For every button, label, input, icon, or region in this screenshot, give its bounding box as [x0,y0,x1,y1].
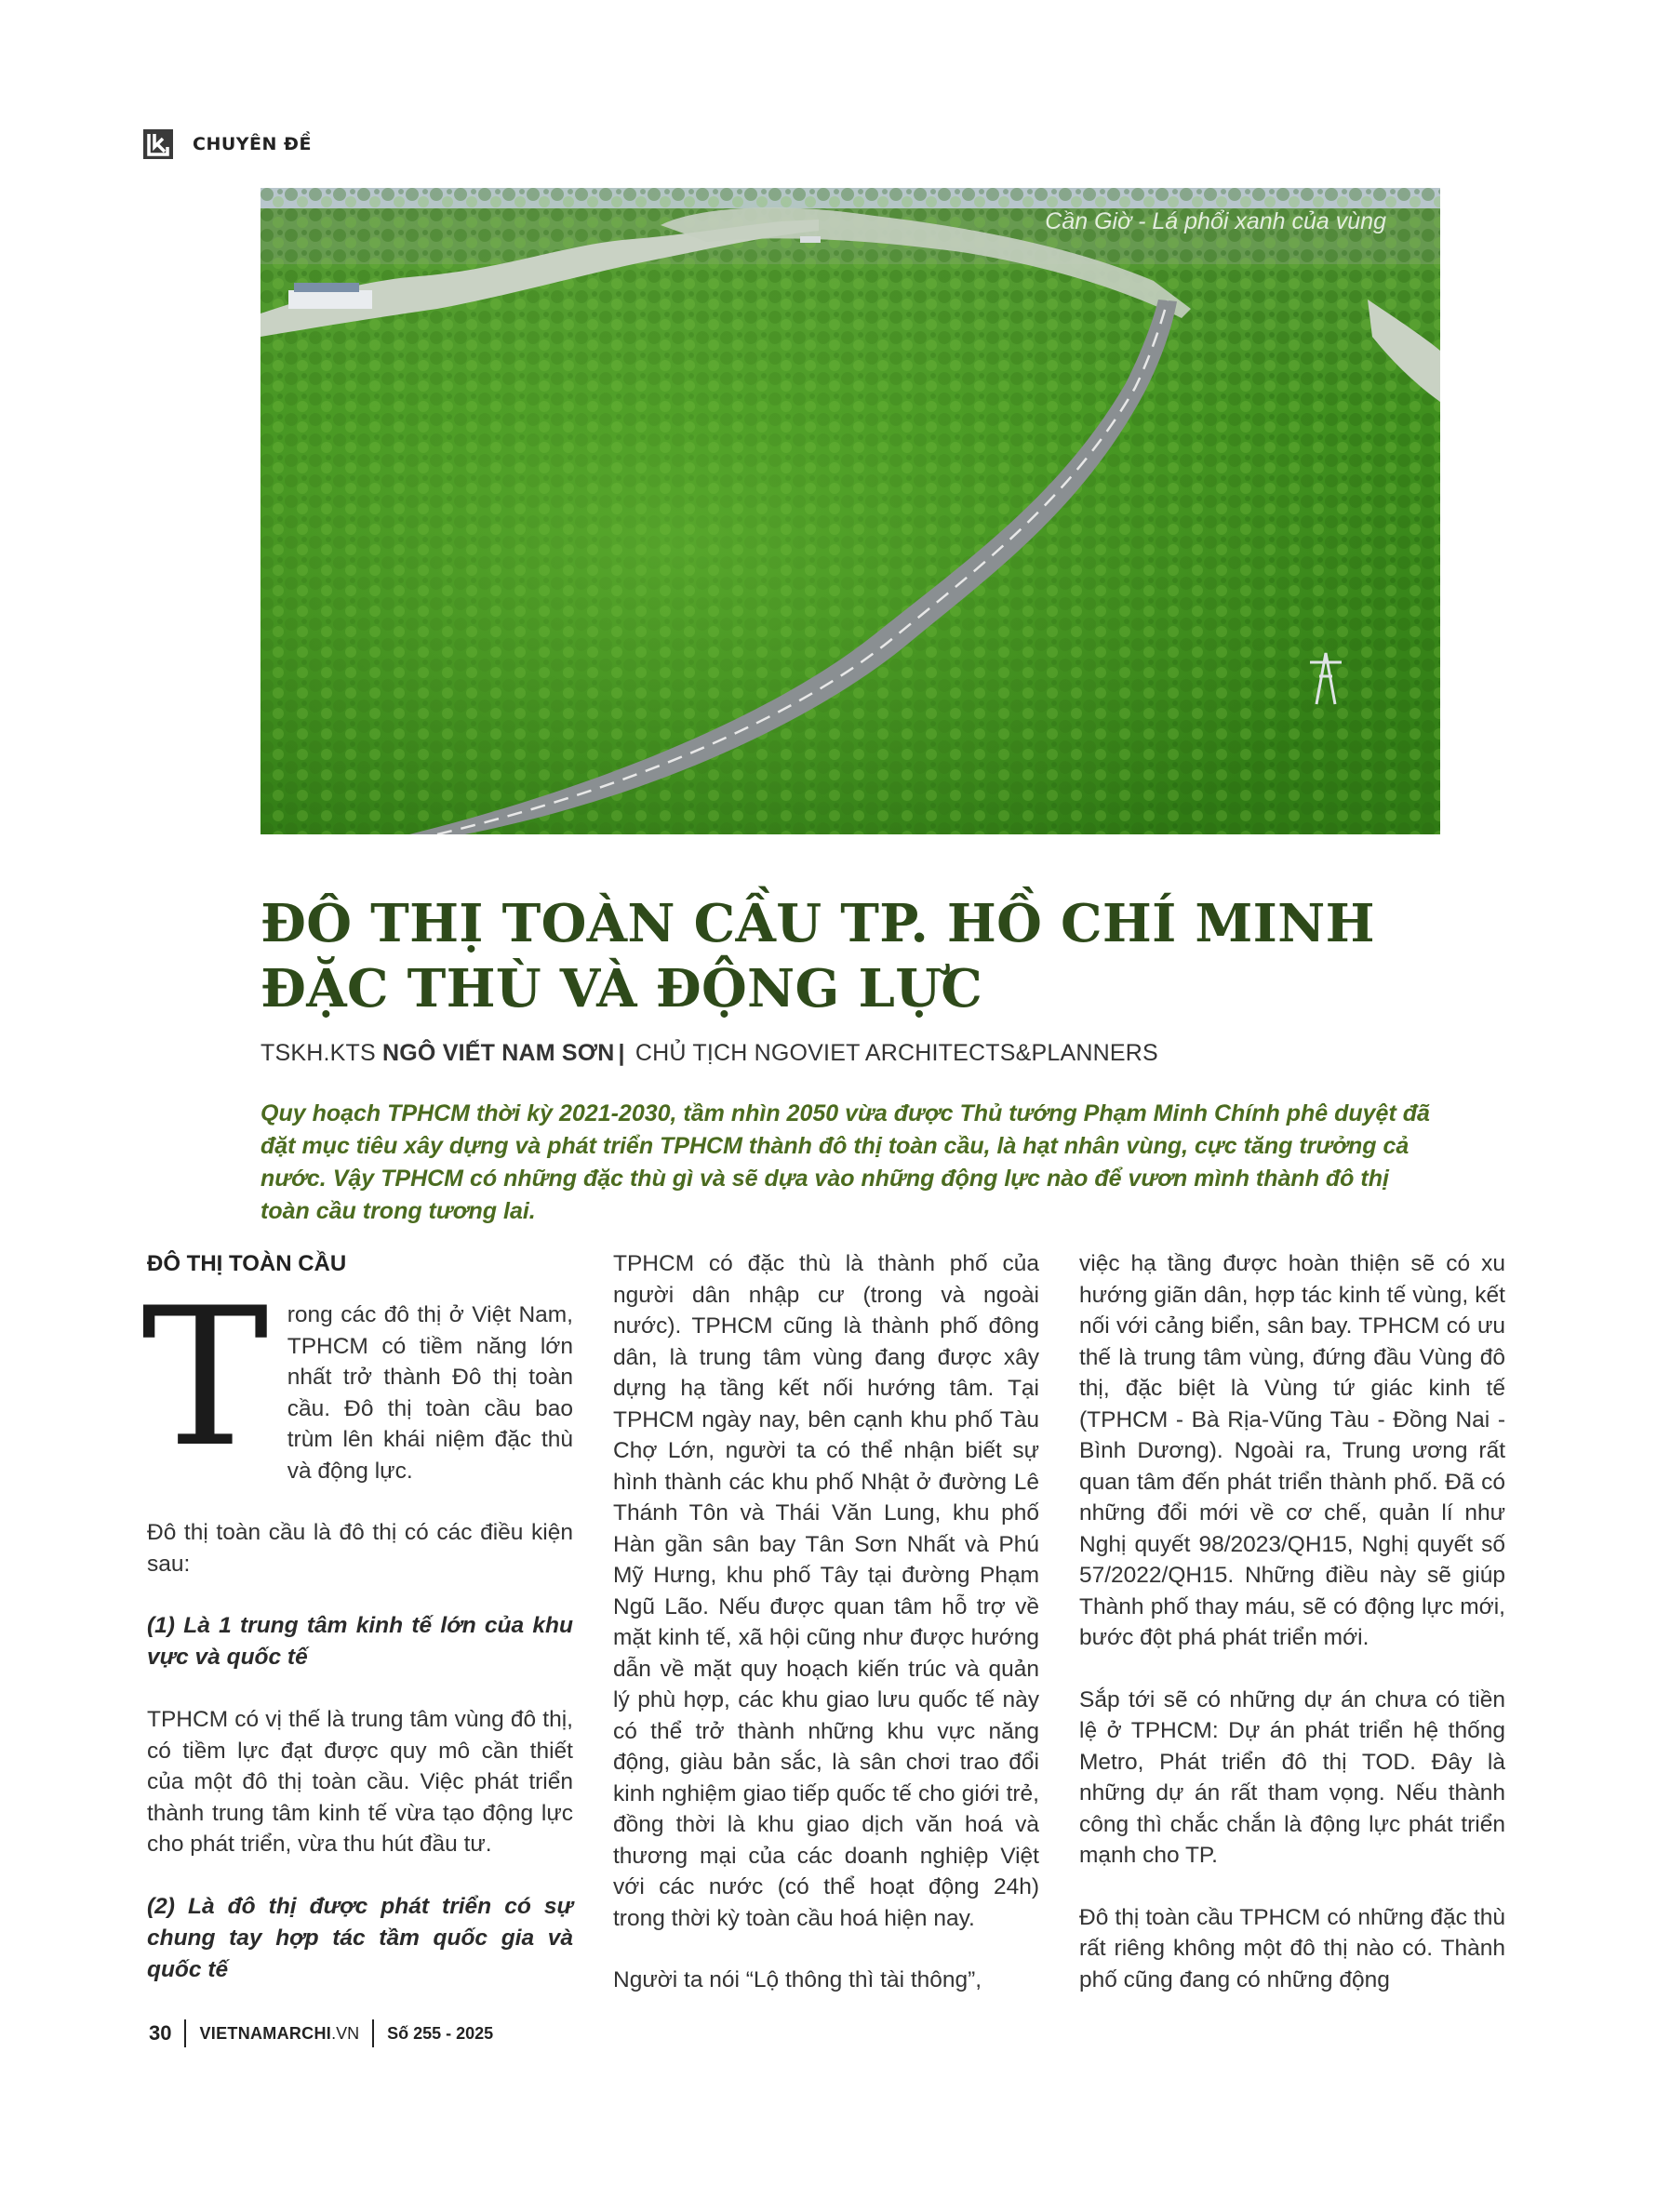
article-lead: Quy hoạch TPHCM thời kỳ 2021-2030, tầm nhìn 2050 vừa được Thủ tướng Phạm Minh Chính phê duyệt đã đặt mục tiêu xây dựng và phát triển TPHCM thành đô thị toàn cầu, là hạt nhân vùng, cực tăng trưởng cả nước. Vậy TPHCM có những đặc thù gì và sẽ dựa vào những động lực nào để vươn mình thành đô thị toàn cầu trong tương lai. [261,1100,1430,1224]
paragraph: TPHCM có vị thế là trung tâm vùng đô thị, có tiềm lực đạt được quy mô cần thiết của một đô thị toàn cầu. Việc phát triển thành trung tâm kinh tế vừa tạo động lực cho phát triển, vừa thu hút đầu tư. [147,1707,573,1857]
section-heading: ĐÔ THỊ TOÀN CẦU [147,1251,347,1276]
byline-separator: | [618,1040,625,1066]
paragraph: việc hạ tầng được hoàn thiện sẽ có xu hướng giãn dân, hợp tác kinh tế vùng, kết nối với cảng biển, sân bay. TPHCM có ưu thế là trung tâm vùng, đứng đầu Vùng đô thị, đặc biệt là Vùng tứ giác kinh tế (TPHCM - Bà Rịa-Vũng Tàu - Đồng Nai - Bình Dương). Ngoài ra, Trung ương rất quan tâm đến phát triển thành phố. Đã có những đổi mới về cơ chế, quản lí như Nghị quyết 98/2023/QH15, Nghị quyết số 57/2022/QH15. Những điều này sẽ giúp Thành phố thay máu, sẽ có động lực mới, bước đột phá phát triển mới. [1079,1251,1505,1650]
page-footer [149,2017,493,2050]
column-2 [613,1248,1039,1996]
intro-paragraph [141,1268,573,1489]
paragraph: Đô thị toàn cầu là đô thị có các điều kiện sau: [147,1520,573,1577]
photo-caption: Cần Giờ - Lá phổi xanh của vùng [1045,208,1386,234]
title-line-2: ĐẶC THÙ VÀ ĐỘNG LỰC [261,958,983,1019]
subheading: (1) Là 1 trung tâm kinh tế lớn của khu vực và quốc tế [147,1613,573,1670]
column-3 [1079,1248,1505,1995]
byline-prefix: TSKH.KTS [261,1040,376,1066]
column-1 [141,1248,573,1986]
intro-text: rong các đô thị ở Việt Nam, TPHCM có tiềm năng lớn nhất trở thành Đô thị toàn cầu. Đô thị toàn cầu bao trùm lên khái niệm đặc thù và động lực. [287,1302,573,1484]
paragraph: Sắp tới sẽ có những dự án chưa có tiền lệ ở TPHCM: Dự án phát triển hệ thống Metro, Phát triển đô thị TOD. Đây là những dự án rất tham vọng. Nếu thành công thì chắc chắn là động lực phát triển mạnh cho TP. [1079,1686,1505,1868]
article-title [261,891,1470,1021]
footer-divider [372,2019,374,2047]
author-name: NGÔ VIẾT NAM SƠN [382,1040,615,1066]
hero-photo [261,188,1440,834]
mangrove-forest-aerial-image [261,188,1440,834]
page-header [142,126,312,163]
page-number: 30 [149,2021,172,2045]
site-name: VIETNAMARCHI [199,2023,332,2043]
kt-logo-icon [142,128,174,160]
footer-divider [184,2019,186,2047]
site-tld: .VN [331,2023,360,2043]
paragraph: Đô thị toàn cầu TPHCM có những đặc thù rất riêng không một đô thị nào có. Thành phố cũng đang có những động [1079,1904,1505,1992]
issue-number: Số 255 - 2025 [387,2023,494,2043]
author-role: CHỦ TỊCH NGOVIET ARCHITECTS&PLANNERS [635,1040,1158,1066]
subheading: (2) Là đô thị được phát triển có sự chung tay hợp tác tầm quốc gia và quốc tế [147,1893,573,1982]
byline [261,1040,1158,1067]
paragraph: TPHCM có đặc thù là thành phố của người dân nhập cư (trong và ngoài nước). TPHCM cũng là thành phố đông dân, là trung tâm vùng đang được xây dựng hạ tầng kết nối hướng tâm. Tại TPHCM ngày nay, bên cạnh khu phố Tàu Chợ Lớn, người ta có thể nhận biết sự hình thành các khu phố Nhật ở đường Lê Thánh Tôn và Thái Văn Lung, khu phố Hàn gần sân bay Tân Sơn Nhất và Phú Mỹ Hưng, khu phố Tây tại đường Phạm Ngũ Lão. Nếu được quan tâm hỗ trợ về mặt kinh tế, xã hội cũng như được hướng dẫn về mặt quy hoạch kiến trúc và quản lý phù hợp, các khu giao lưu quốc tế này có thể trở thành những khu vực năng động, giàu bản sắc, là sân chơi trao đổi kinh nghiệm giao tiếp quốc tế cho giới trẻ, đồng thời là khu giao dịch văn hoá và thương mại của các doanh nghiệp Việt với các nước (có thể hoạt động 24h) trong thời kỳ toàn cầu hoá hiện nay. [613,1251,1039,1931]
section-label: CHUYÊN ĐỀ [193,134,312,154]
drop-cap: T [141,1268,269,1489]
title-line-1: ĐÔ THỊ TOÀN CẦU TP. HỒ CHÍ MINH [261,893,1375,954]
paragraph: Người ta nói “Lộ thông thì tài thông”, [613,1967,982,1992]
